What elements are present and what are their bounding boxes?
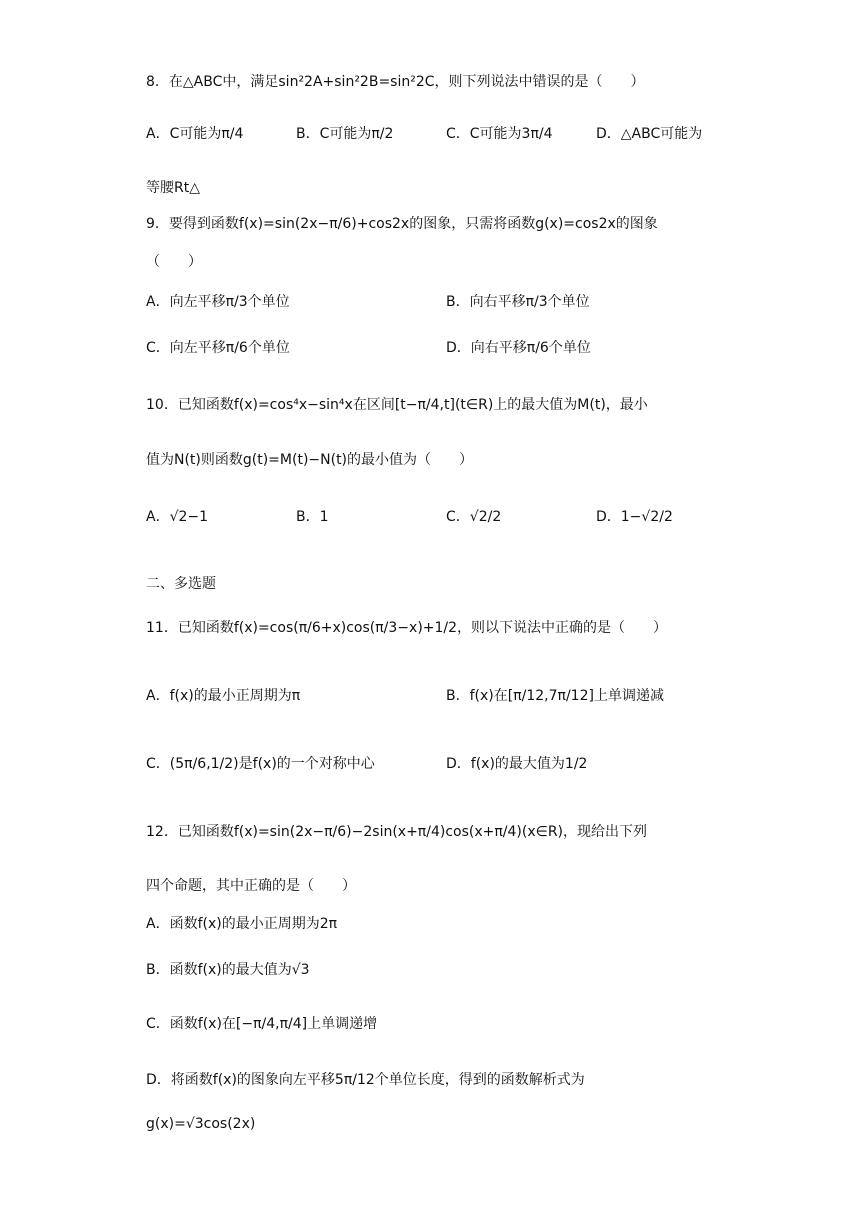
q11-stem: 11．已知函数f(x)=cos(π/6+x)cos(π/3−x)+1/2，则以下说法中正确的是（ ） (146, 620, 668, 636)
q12-option-a: A．函数f(x)的最小正周期为2π (146, 916, 338, 932)
q9-option-d: D．向右平移π/6个单位 (446, 340, 591, 356)
q12-option-d: D．将函数f(x)的图象向左平移5π/12个单位长度，得到的函数解析式为 (146, 1072, 585, 1088)
q9-stem: 9．要得到函数f(x)=sin(2x−π/6)+cos2x的图象，只需将函数g(x)=cos2x的图象 (146, 216, 658, 232)
section-title: 二、多选题 (146, 576, 216, 592)
q11-option-d: D．f(x)的最大值为1/2 (446, 756, 588, 772)
q9-option-c: C．向左平移π/6个单位 (146, 340, 290, 356)
q11-option-b: B．f(x)在[π/12,7π/12]上单调递减 (446, 688, 664, 704)
q9-option-b: B．向右平移π/3个单位 (446, 294, 590, 310)
q8-stem: 8．在△ABC中，满足sin²2A+sin²2B=sin²2C，则下列说法中错误的是（ ） (146, 74, 645, 90)
q12-option-b: B．函数f(x)的最大值为√3 (146, 962, 310, 978)
q10-stem: 10．已知函数f(x)=cos⁴x−sin⁴x在区间[t−π/4,t](t∈R)上的最大值为M(t)，最小 (146, 397, 648, 413)
q8-option-d-continued: 等腰Rt△ (146, 180, 200, 196)
q11-option-a: A．f(x)的最小正周期为π (146, 688, 301, 704)
q10-stem-continued: 值为N(t)则函数g(t)=M(t)−N(t)的最小值为（ ） (146, 452, 474, 468)
q9-option-a: A．向左平移π/3个单位 (146, 294, 290, 310)
q12-option-d-continued: g(x)=√3cos(2x) (146, 1116, 256, 1132)
q11-option-c: C．(5π/6,1/2)是f(x)的一个对称中心 (146, 756, 375, 772)
q9-answer-paren: （ ） (146, 254, 202, 270)
q8-option-d: D．△ABC可能为 (596, 126, 703, 142)
q12-option-c: C．函数f(x)在[−π/4,π/4]上单调递增 (146, 1016, 378, 1032)
q10-option-a: A．√2−1 (146, 509, 209, 525)
q12-stem: 12．已知函数f(x)=sin(2x−π/6)−2sin(x+π/4)cos(x+π/4)(x∈R)，现给出下列 (146, 824, 648, 840)
q8-option-c: C．C可能为3π/4 (446, 126, 553, 142)
q8-option-b: B．C可能为π/2 (296, 126, 394, 142)
q10-option-d: D．1−√2/2 (596, 509, 673, 525)
q10-option-c: C．√2/2 (446, 509, 502, 525)
q8-option-a: A．C可能为π/4 (146, 126, 244, 142)
q10-option-b: B．1 (296, 509, 329, 525)
q12-stem-continued: 四个命题，其中正确的是（ ） (146, 878, 356, 894)
